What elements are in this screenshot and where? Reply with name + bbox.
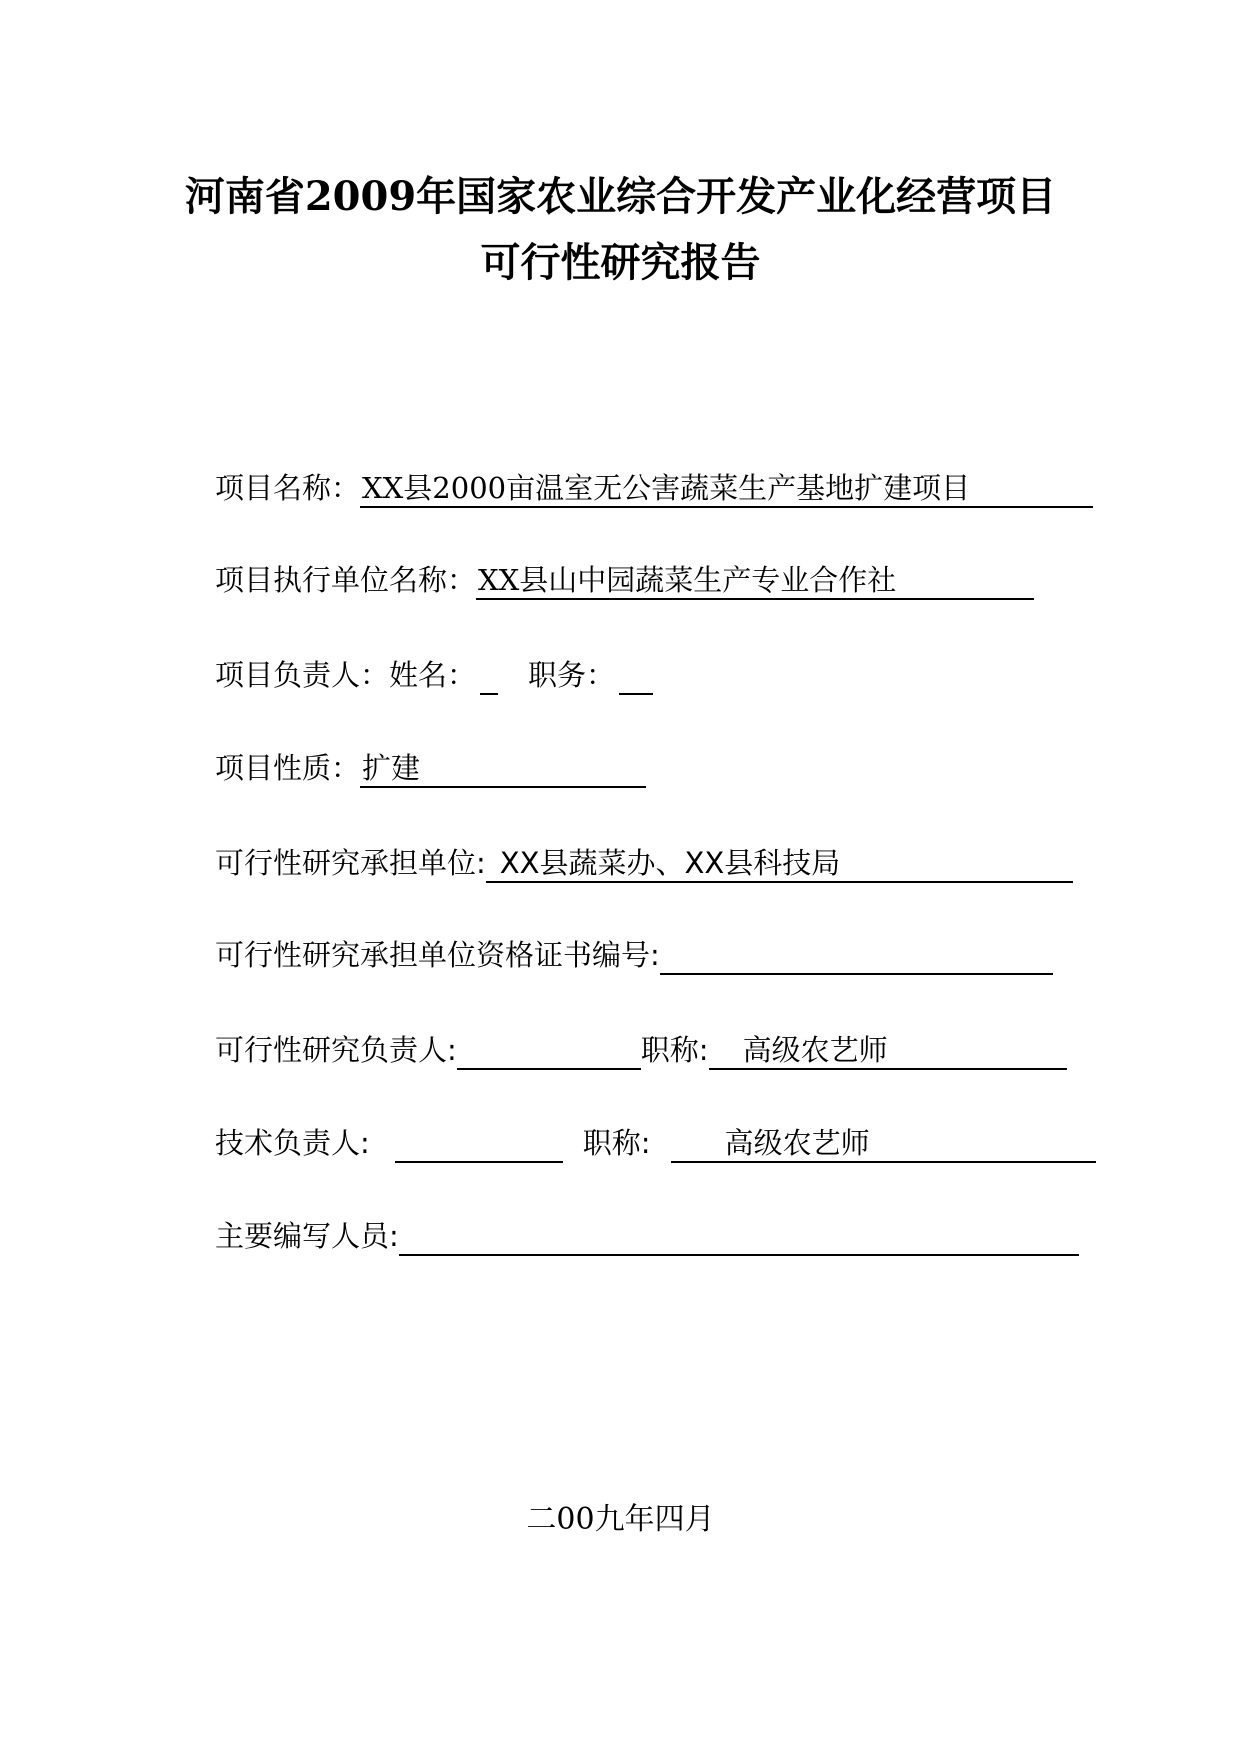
certificate-number-blank (660, 941, 1053, 975)
leader-name-blank (480, 661, 498, 695)
writers-label: 主要编写人员: (215, 1219, 399, 1253)
field-project-nature (215, 748, 646, 788)
writers-blank (399, 1222, 1079, 1256)
study-leader-title-label: 职称: (640, 1033, 709, 1067)
study-unit-label: 可行性研究承担单位: (215, 846, 486, 880)
field-writers (215, 1216, 1079, 1256)
study-leader-label: 可行性研究负责人: (215, 1033, 457, 1067)
tech-leader-label: 技术负责人: (215, 1126, 370, 1160)
tech-leader-title-value: 高级农艺师 (671, 1125, 1096, 1163)
study-leader-blank (457, 1036, 641, 1070)
project-nature-value: 扩建 (360, 750, 646, 788)
field-project-leader (215, 655, 653, 695)
field-certificate-number (215, 935, 1053, 975)
project-name-value: XX县2000亩温室无公害蔬菜生产基地扩建项目 (360, 470, 1093, 508)
leader-name-label: 姓名： (389, 658, 477, 692)
project-name-label: 项目名称： (215, 471, 361, 505)
tech-leader-title-label: 职称: (582, 1126, 651, 1160)
field-tech-leader (215, 1123, 1096, 1163)
field-study-unit (215, 843, 1073, 883)
field-project-name (215, 468, 1093, 508)
leader-title-label: 职务： (528, 658, 616, 692)
field-study-leader (215, 1030, 1067, 1070)
tech-leader-blank (395, 1129, 563, 1163)
executing-unit-label: 项目执行单位名称： (215, 563, 477, 597)
project-leader-label: 项目负责人： (215, 658, 390, 692)
study-unit-value: XX县蔬菜办、XX县科技局 (486, 845, 1073, 883)
report-title-line-2: 可行性研究报告 (480, 239, 761, 286)
leader-title-blank (619, 661, 653, 695)
project-nature-label: 项目性质： (215, 751, 361, 785)
certificate-number-label: 可行性研究承担单位资格证书编号: (215, 938, 660, 972)
executing-unit-value: XX县山中园蔬菜生产专业合作社 (476, 562, 1034, 600)
study-leader-title-value: 高级农艺师 (709, 1032, 1067, 1070)
report-date: 二00九年四月 (526, 1502, 715, 1537)
field-executing-unit (215, 560, 1034, 600)
report-title-line-1: 河南省2009年国家农业综合开发产业化经营项目 (184, 173, 1057, 220)
